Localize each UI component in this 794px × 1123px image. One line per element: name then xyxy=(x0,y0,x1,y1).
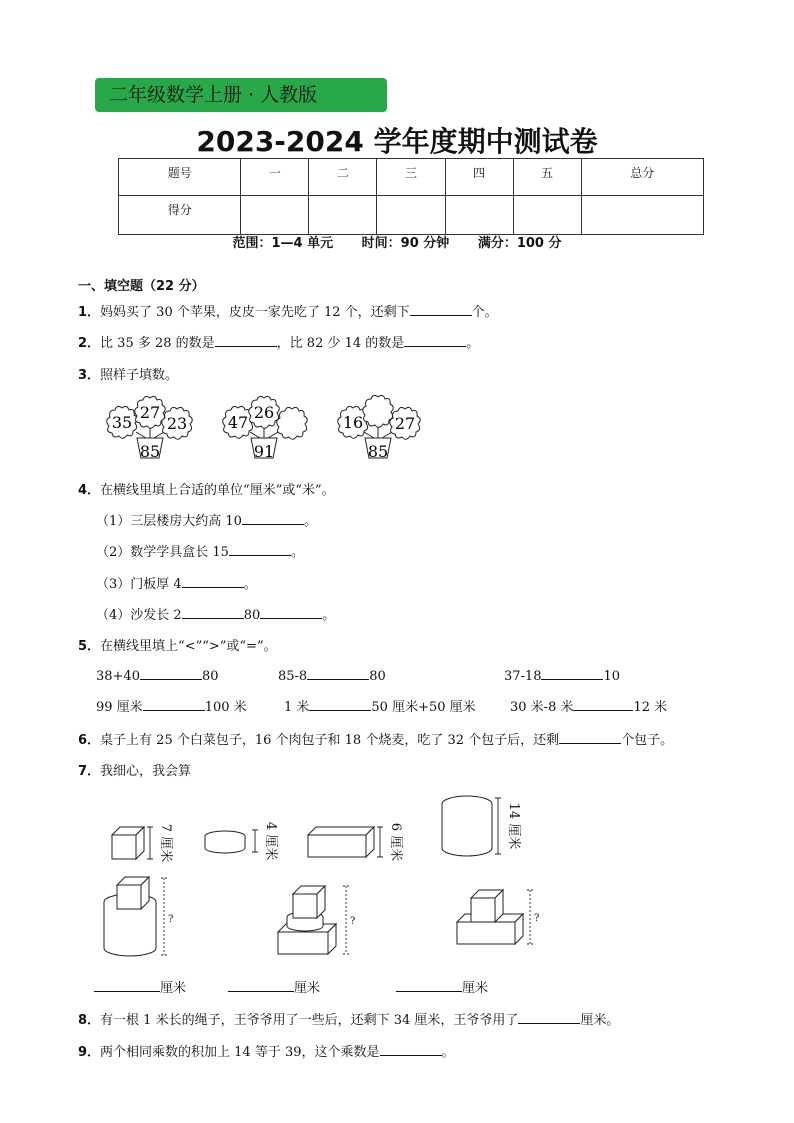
exam-meta xyxy=(0,232,794,251)
compare-left: 37-18 xyxy=(504,669,542,684)
exam-time: 时间：90 分钟 xyxy=(361,236,450,251)
compare-item xyxy=(278,666,386,684)
answer-blank[interactable] xyxy=(229,542,291,556)
answer-blank[interactable] xyxy=(242,511,304,525)
question-text: 有一根 1 米长的绳子，王爷爷用了一些后，还剩下 34 厘米，王爷爷用了 xyxy=(100,1013,519,1028)
answer-blank[interactable] xyxy=(215,333,277,347)
question-text: 比 35 多 28 的数是 xyxy=(100,336,215,351)
item-text: 。 xyxy=(303,514,317,529)
question-number: 8． xyxy=(78,1013,101,1028)
flower-number: 27 xyxy=(394,414,416,433)
small-cube xyxy=(112,827,144,859)
dimension-label: 7 厘米 xyxy=(158,823,173,863)
item-text: （3）门板厚 4 xyxy=(96,577,182,592)
exam-full-score: 满分：100 分 xyxy=(477,236,562,251)
unit-label: 厘米 xyxy=(462,981,489,996)
section-title: 一、填空题（22 分） xyxy=(78,279,205,294)
dimension-label: 6 厘米 xyxy=(388,822,403,862)
compare-item xyxy=(96,666,219,684)
pot-number: 91 xyxy=(253,442,275,461)
question-4-item xyxy=(96,510,317,529)
compare-item xyxy=(96,696,247,715)
score-header-cell: 三 xyxy=(377,159,445,196)
answer-line xyxy=(228,977,320,996)
answer-blank[interactable] xyxy=(559,730,621,744)
answer-blank[interactable] xyxy=(94,978,160,992)
question-7 xyxy=(78,760,191,779)
flower-number: 27 xyxy=(139,403,161,422)
answer-blank[interactable] xyxy=(541,666,603,680)
score-input-cell[interactable] xyxy=(513,196,581,235)
score-input-cell[interactable] xyxy=(445,196,513,235)
question-4-item xyxy=(96,604,335,623)
item-text: （4）沙发长 2 xyxy=(96,608,182,623)
compare-right: 12 米 xyxy=(633,700,668,715)
flower-pot-2 xyxy=(223,396,308,461)
flower-number: 47 xyxy=(227,413,249,432)
question-2 xyxy=(78,332,479,351)
unknown-mark: ? xyxy=(350,916,356,927)
unknown-mark: ? xyxy=(168,914,174,925)
score-input-cell[interactable] xyxy=(241,196,309,235)
question-text: 。 xyxy=(441,1045,455,1060)
answer-blank[interactable] xyxy=(573,697,633,711)
item-text: （2）数学学具盒长 15 xyxy=(96,545,229,560)
compare-item xyxy=(504,666,620,684)
dimension-label: 4 厘米 xyxy=(263,821,278,861)
compare-right: 50 厘米+50 厘米 xyxy=(371,700,476,715)
score-header-cell: 二 xyxy=(309,159,377,196)
score-input-cell[interactable] xyxy=(581,196,703,235)
question-8 xyxy=(78,1009,619,1028)
question-number: 4． xyxy=(78,483,101,498)
item-text: 。 xyxy=(322,608,336,623)
question-text: 桌子上有 25 个白菜包子，16 个肉包子和 18 个烧麦，吃了 32 个包子后，还剩 xyxy=(100,733,560,748)
question-text: 个包子。 xyxy=(621,733,674,748)
question-text: ，比 82 少 14 的数是 xyxy=(276,336,405,351)
question-text: 在横线里填上“<”“>”或“=”。 xyxy=(100,639,277,654)
flower-number: 16 xyxy=(342,413,364,432)
item-text: 80 xyxy=(243,608,261,623)
score-header-cell: 四 xyxy=(445,159,513,196)
answer-line xyxy=(94,977,186,996)
question-1 xyxy=(78,301,498,320)
question-number: 1． xyxy=(78,305,101,320)
unit-label: 厘米 xyxy=(294,981,321,996)
dimension-label: 14 厘米 xyxy=(506,802,521,850)
question-text: 个。 xyxy=(471,305,498,320)
score-table xyxy=(118,158,704,235)
compare-item xyxy=(510,696,667,715)
compare-right: 10 xyxy=(603,669,621,684)
answer-blank[interactable] xyxy=(140,666,202,680)
compare-right: 80 xyxy=(369,669,386,684)
answer-blank[interactable] xyxy=(380,1042,442,1056)
score-input-cell[interactable] xyxy=(377,196,445,235)
question-4 xyxy=(78,479,335,498)
answer-blank[interactable] xyxy=(309,697,371,711)
answer-line xyxy=(396,977,488,996)
solid-figures xyxy=(90,790,560,966)
answer-blank[interactable] xyxy=(307,666,369,680)
question-text: 照样子填数。 xyxy=(100,368,179,383)
compare-left: 30 米-8 米 xyxy=(510,700,574,715)
compare-left: 1 米 xyxy=(284,700,310,715)
question-number: 3． xyxy=(78,368,101,383)
answer-blank[interactable] xyxy=(404,333,466,347)
flower-pot-3 xyxy=(338,395,421,461)
question-number: 7． xyxy=(78,764,101,779)
answer-blank[interactable] xyxy=(260,605,322,619)
stack-figure-2 xyxy=(278,886,336,954)
compare-left: 99 厘米 xyxy=(96,700,143,715)
question-3 xyxy=(78,364,178,383)
answer-blank[interactable] xyxy=(518,1010,580,1024)
question-text: 妈妈买了 30 个苹果，皮皮一家先吃了 12 个，还剩下 xyxy=(100,305,410,320)
score-label-cell: 得分 xyxy=(119,196,241,235)
item-text: 。 xyxy=(290,545,304,560)
answer-blank[interactable] xyxy=(228,978,294,992)
answer-blank[interactable] xyxy=(410,302,472,316)
answer-blank[interactable] xyxy=(143,697,205,711)
tall-cylinder xyxy=(442,796,492,856)
flower-number: 26 xyxy=(253,403,275,422)
question-text: 我细心，我会算 xyxy=(100,764,192,779)
question-4-item xyxy=(96,573,257,592)
question-number: 5． xyxy=(78,639,101,654)
answer-blank[interactable] xyxy=(182,574,244,588)
compare-left: 85-8 xyxy=(278,669,308,684)
flower-number: 23 xyxy=(166,414,188,433)
cuboid xyxy=(308,827,374,857)
flower-number: 35 xyxy=(111,413,133,432)
compare-item xyxy=(284,696,476,715)
answer-blank[interactable] xyxy=(182,605,244,619)
pot-number: 85 xyxy=(139,442,161,461)
question-text: 厘米。 xyxy=(580,1013,620,1028)
flower-pot-figures xyxy=(100,392,440,470)
question-number: 2． xyxy=(78,336,101,351)
question-9 xyxy=(78,1041,455,1060)
score-header-cell: 题号 xyxy=(119,159,241,196)
stack-figure-1 xyxy=(104,877,156,956)
compare-right: 80 xyxy=(201,669,219,684)
question-6 xyxy=(78,729,673,748)
score-header-cell: 一 xyxy=(241,159,309,196)
compare-right: 100 米 xyxy=(204,700,247,715)
exam-scope: 范围：1—4 单元 xyxy=(232,236,334,251)
answer-blank[interactable] xyxy=(396,978,462,992)
score-header-cell: 五 xyxy=(513,159,581,196)
unit-label: 厘米 xyxy=(160,981,187,996)
question-4-item xyxy=(96,541,304,560)
question-number: 9． xyxy=(78,1045,101,1060)
item-text: 。 xyxy=(243,577,257,592)
stack-figure-3 xyxy=(457,890,523,944)
item-text: （1）三层楼房大约高 10 xyxy=(96,514,242,529)
compare-left: 38+40 xyxy=(96,669,140,684)
question-text: 在横线里填上合适的单位“厘米”或“米”。 xyxy=(100,483,335,498)
score-header-cell: 总分 xyxy=(581,159,703,196)
unknown-mark: ? xyxy=(534,913,540,924)
question-number: 6． xyxy=(78,733,101,748)
flower-pot-1 xyxy=(107,396,193,461)
disk xyxy=(205,831,245,853)
page-title: 2023-2024 学年度期中测试卷 xyxy=(196,125,598,158)
question-text: 。 xyxy=(466,336,480,351)
question-text: 两个相同乘数的积加上 14 等于 39，这个乘数是 xyxy=(100,1045,380,1060)
score-input-cell[interactable] xyxy=(309,196,377,235)
pot-number: 85 xyxy=(367,442,389,461)
grade-badge: 二年级数学上册 · 人教版 xyxy=(95,78,387,112)
question-5 xyxy=(78,635,277,654)
